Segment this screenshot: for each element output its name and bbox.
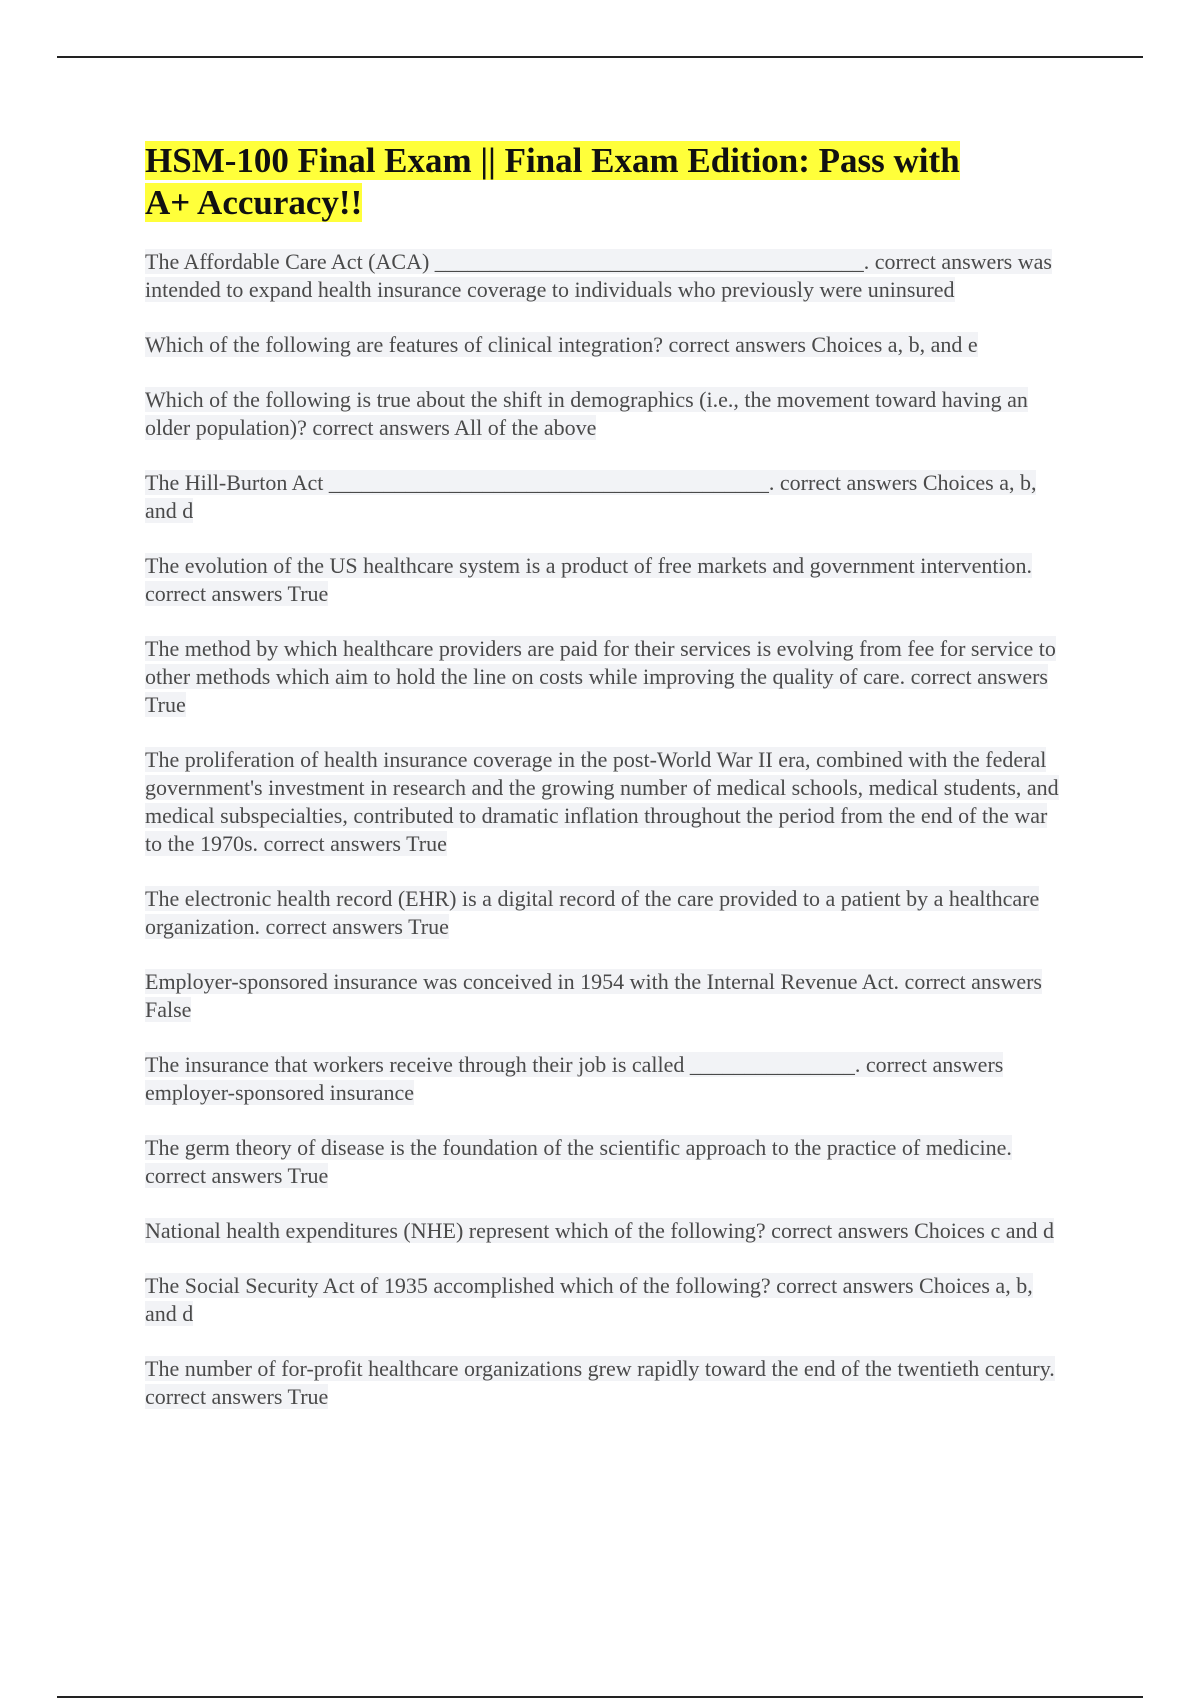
qa-item bbox=[145, 746, 1060, 858]
qa-item bbox=[145, 248, 1060, 304]
qa-item bbox=[145, 968, 1060, 1024]
qa-item-text: Employer-sponsored insurance was conceived in 1954 with the Internal Revenue Act. correct answers False bbox=[145, 969, 1042, 1022]
qa-item-text: The germ theory of disease is the foundation of the scientific approach to the practice of medicine. correct answers True bbox=[145, 1135, 1012, 1188]
qa-item-text: The insurance that workers receive through their job is called _______________. correct answers employer-sponsored insurance bbox=[145, 1052, 1004, 1105]
qa-item-text: The Affordable Care Act (ACA) _______________________________________. correct answers was intended to expand health insurance coverage to individuals who previously were uninsured bbox=[145, 249, 1052, 302]
qa-item-text: The method by which healthcare providers are paid for their services is evolving from fee for service to other methods which aim to hold the line on costs while improving the quality of care. correct answers True bbox=[145, 636, 1056, 717]
qa-item bbox=[145, 1355, 1060, 1411]
qa-item bbox=[145, 635, 1060, 719]
qa-item-text: Which of the following is true about the shift in demographics (i.e., the movement toward having an older population)? correct answers All of the above bbox=[145, 387, 1028, 440]
qa-item-text: The proliferation of health insurance coverage in the post-World War II era, combined with the federal government's investment in research and the growing number of medical schools, medical students, and medical subspecialties, contributed to dramatic inflation throughout the period from the end of the war to the 1970s. correct answers True bbox=[145, 747, 1059, 856]
qa-item bbox=[145, 552, 1060, 608]
qa-item-text: The electronic health record (EHR) is a digital record of the care provided to a patient by a healthcare organization. correct answers True bbox=[145, 886, 1040, 939]
qa-item bbox=[145, 1217, 1060, 1245]
qa-item bbox=[145, 469, 1060, 525]
document-title-text: HSM-100 Final Exam || Final Exam Edition: Pass with A+ Accuracy!! bbox=[145, 141, 960, 222]
qa-item-text: The evolution of the US healthcare system is a product of free markets and government intervention. correct answers True bbox=[145, 553, 1033, 606]
qa-item-text: Which of the following are features of clinical integration? correct answers Choices a, b, and e bbox=[145, 332, 978, 357]
qa-item-text: The Hill-Burton Act ________________________________________. correct answers Choices a, b, and d bbox=[145, 470, 1037, 523]
qa-item-text: National health expenditures (NHE) represent which of the following? correct answers Choices c and d bbox=[145, 1218, 1055, 1243]
qa-item-text: The number of for-profit healthcare organizations grew rapidly toward the end of the twentieth century. correct answers True bbox=[145, 1356, 1055, 1409]
top-rule bbox=[57, 56, 1143, 58]
bottom-rule bbox=[57, 1696, 1143, 1698]
qa-list bbox=[145, 248, 1060, 1411]
qa-item bbox=[145, 386, 1060, 442]
qa-item bbox=[145, 885, 1060, 941]
qa-item bbox=[145, 1134, 1060, 1190]
document-body bbox=[145, 140, 1060, 1438]
document-title bbox=[145, 140, 1005, 224]
qa-item-text: The Social Security Act of 1935 accomplished which of the following? correct answers Choices a, b, and d bbox=[145, 1273, 1033, 1326]
qa-item bbox=[145, 331, 1060, 359]
qa-item bbox=[145, 1272, 1060, 1328]
qa-item bbox=[145, 1051, 1060, 1107]
